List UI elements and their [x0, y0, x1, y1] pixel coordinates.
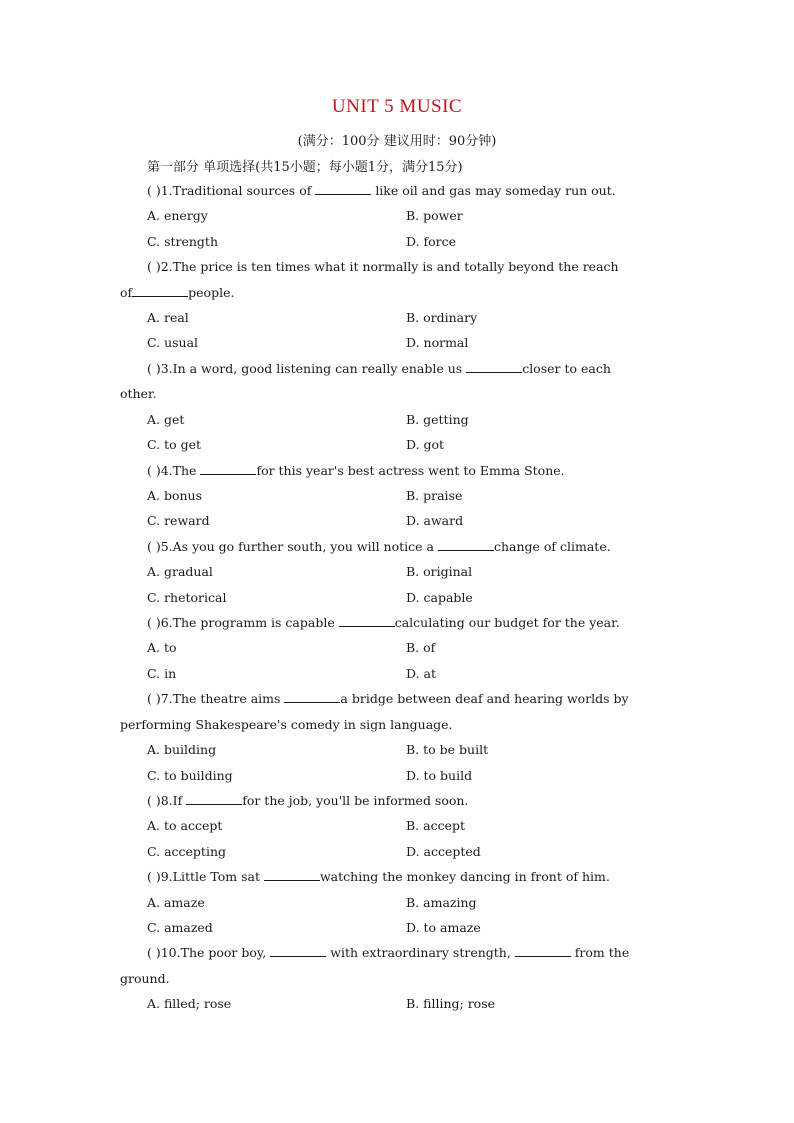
question-3-option-b: B. getting	[406, 412, 469, 427]
question-5-option-a: A. gradual	[147, 564, 213, 579]
question-2-stem: ( )2.The price is ten times what it normally is and totally beyond the reach	[147, 259, 619, 274]
question-3-continuation: other.	[120, 386, 157, 401]
question-7-option-a: A. building	[147, 742, 217, 757]
question-4-option-d: D. award	[406, 513, 464, 528]
question-3-option-d: D. got	[406, 437, 445, 452]
answer-blank	[515, 945, 571, 957]
question-1-option-c: C. strength	[147, 234, 219, 249]
question-5-option-b: B. original	[406, 564, 473, 579]
question-1-option-d: D. force	[406, 234, 457, 249]
question-4-stem	[147, 463, 565, 479]
question-2-text-a: of	[120, 285, 133, 300]
question-3-stem	[147, 361, 611, 377]
question-5-option-c: C. rhetorical	[147, 590, 227, 605]
answer-blank	[264, 869, 320, 881]
question-10-text-c: from the	[574, 945, 630, 960]
question-10-option-b: B. filling; rose	[406, 996, 496, 1011]
question-3-option-a: A. get	[147, 412, 185, 427]
question-2-option-d: D. normal	[406, 335, 469, 350]
question-7-text-a: ( )7.The theatre aims	[147, 691, 281, 706]
question-9-option-d: D. to amaze	[406, 920, 481, 935]
answer-blank	[186, 793, 242, 805]
answer-blank	[132, 285, 188, 297]
question-10-stem	[147, 945, 629, 961]
question-6-option-d: D. at	[406, 666, 436, 681]
question-6-text-b: calculating our budget for the year.	[394, 615, 620, 630]
question-2-option-c: C. usual	[147, 335, 199, 350]
question-8-option-c: C. accepting	[147, 844, 226, 859]
answer-blank	[466, 361, 522, 373]
unit-title: UNIT 5 MUSIC	[331, 96, 463, 117]
answer-blank	[438, 539, 494, 551]
question-10-continuation: ground.	[120, 971, 170, 986]
question-2-option-a: A. real	[147, 310, 189, 325]
question-8-text-a: ( )8.If	[147, 793, 183, 808]
score-time-info: (满分：100分 建议用时：90分钟)	[297, 134, 497, 149]
question-6-text-a: ( )6.The programm is capable	[147, 615, 335, 630]
question-4-text-b: for this year's best actress went to Emma Stone.	[256, 463, 565, 478]
question-2-option-b: B. ordinary	[406, 310, 478, 325]
question-8-option-b: B. accept	[406, 818, 466, 833]
question-3-text-b: closer to each	[522, 361, 611, 376]
question-7-option-b: B. to be built	[406, 742, 489, 757]
question-6-option-a: A. to	[147, 640, 177, 655]
question-1-text-b: like oil and gas may someday run out.	[375, 183, 616, 198]
question-2-continuation	[120, 285, 234, 301]
question-10-text-b: with extraordinary strength,	[330, 945, 511, 960]
question-8-option-a: A. to accept	[147, 818, 223, 833]
question-3-text-a: ( )3.In a word, good listening can really enable us	[147, 361, 463, 376]
question-6-stem	[147, 615, 620, 631]
question-7-stem	[147, 691, 629, 707]
question-5-stem	[147, 539, 611, 555]
question-9-stem	[147, 869, 610, 885]
question-7-text-b: a bridge between deaf and hearing worlds by	[340, 691, 629, 706]
answer-blank	[270, 945, 326, 957]
question-7-option-c: C. to building	[147, 768, 233, 783]
question-3-option-c: C. to get	[147, 437, 202, 452]
question-10-text-a: ( )10.The poor boy,	[147, 945, 267, 960]
question-9-option-c: C. amazed	[147, 920, 213, 935]
question-1-text-a: ( )1.Traditional sources of	[147, 183, 312, 198]
question-9-text-b: watching the monkey dancing in front of him.	[319, 869, 610, 884]
question-2-text-b: people.	[188, 285, 235, 300]
question-5-option-d: D. capable	[406, 590, 473, 605]
question-4-option-c: C. reward	[147, 513, 210, 528]
question-6-option-b: B. of	[406, 640, 436, 655]
answer-blank	[339, 615, 395, 627]
question-5-text-a: ( )5.As you go further south, you will notice a	[147, 539, 434, 554]
question-9-text-a: ( )9.Little Tom sat	[147, 869, 260, 884]
question-9-option-b: B. amazing	[406, 895, 477, 910]
section-heading: 第一部分 单项选择(共15小题；每小题1分，满分15分)	[147, 160, 463, 175]
answer-blank	[200, 463, 256, 475]
question-8-text-b: for the job, you'll be informed soon.	[242, 793, 469, 808]
question-9-option-a: A. amaze	[147, 895, 205, 910]
question-4-option-a: A. bonus	[147, 488, 203, 503]
question-1-option-b: B. power	[406, 208, 463, 223]
question-7-option-d: D. to build	[406, 768, 473, 783]
question-8-option-d: D. accepted	[406, 844, 481, 859]
question-1-option-a: A. energy	[147, 208, 208, 223]
question-5-text-b: change of climate.	[493, 539, 611, 554]
question-1-stem	[147, 183, 616, 199]
answer-blank	[315, 183, 371, 195]
question-6-option-c: C. in	[147, 666, 177, 681]
question-10-option-a: A. filled; rose	[147, 996, 232, 1011]
question-4-text-a: ( )4.The	[147, 463, 197, 478]
question-8-stem	[147, 793, 468, 809]
answer-blank	[284, 691, 340, 703]
question-7-continuation: performing Shakespeare's comedy in sign language.	[120, 717, 453, 732]
question-4-option-b: B. praise	[406, 488, 463, 503]
